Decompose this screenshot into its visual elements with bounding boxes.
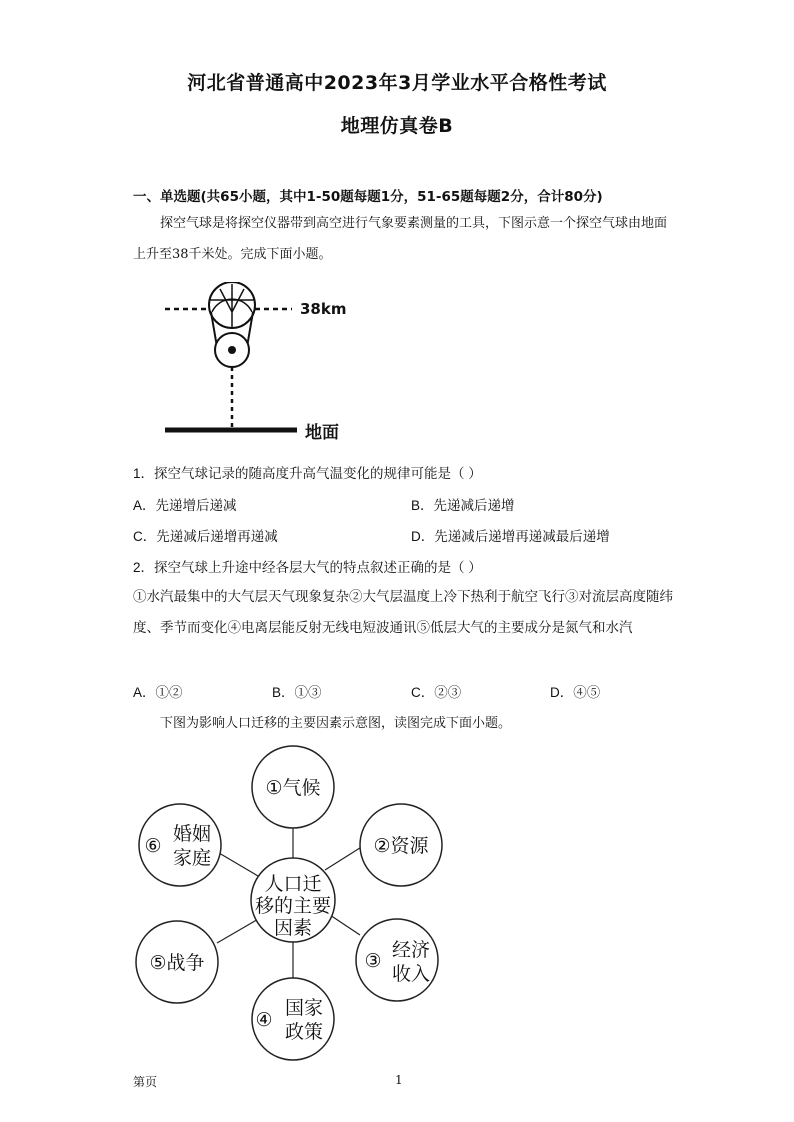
question-2-stem: 2．探空气球上升途中经各层大气的特点叙述正确的是（ ） (133, 560, 482, 575)
factor-4-line-2: 政策 (284, 1021, 324, 1043)
factor-4-number: ④ (255, 1009, 273, 1031)
factor-2-label: ②资源 (373, 835, 429, 857)
q1-option-a[interactable]: A．先递增后递减 (133, 498, 237, 513)
exam-title: 河北省普通高中2023年3月学业水平合格性考试 (187, 72, 607, 94)
footer-page-number: 1 (395, 1073, 403, 1087)
footer-page-label: 第页 (133, 1075, 158, 1089)
section-heading: 一、单选题(共65小题，其中1-50题每题1分，51-65题每题2分，合计80分) (133, 189, 603, 205)
center-line-2: 移的主要 (254, 895, 332, 917)
question-2-statements: ①水汽最集中的大气层天气现象复杂②大气层温度上冷下热利于航空飞行③对流层高度随纬度、季节而变化④电离层能反射无线电短波通讯⑤低层大气的主要成分是氮气和水汽 (133, 589, 673, 635)
q2-option-c[interactable]: C．②③ (411, 685, 462, 700)
exam-subtitle: 地理仿真卷B (340, 115, 454, 137)
ground-label: 地面 (305, 423, 339, 442)
passage-migration: 下图为影响人口迁移的主要因素示意图，读图完成下面小题。 (160, 716, 512, 731)
center-line-3: 因素 (273, 917, 313, 939)
q2-option-a[interactable]: A．①② (133, 685, 183, 700)
q1-option-b[interactable]: B．先递减后递增 (411, 498, 515, 513)
center-line-1: 人口迁 (264, 873, 322, 895)
passage-balloon: 探空气球是将探空仪器带到高空进行气象要素测量的工具，下图示意一个探空气球由地面上升至38千米处。完成下面小题。 (133, 216, 668, 262)
factor-5-label: ⑤战争 (149, 952, 205, 974)
q1-option-c[interactable]: C．先递减后递增再递减 (133, 529, 278, 544)
factor-3-line-2: 收入 (391, 963, 431, 985)
factor-1-label: ①气候 (265, 777, 321, 799)
factor-6-number: ⑥ (144, 835, 162, 857)
factor-4-line-1: 国家 (284, 997, 324, 1019)
factor-6-line-2: 家庭 (172, 847, 212, 869)
balloon-figure (160, 282, 360, 442)
q2-option-b[interactable]: B．①③ (272, 685, 322, 700)
migration-factors-figure (120, 740, 450, 1070)
q1-option-d[interactable]: D．先递减后递增再递减最后递增 (411, 529, 610, 544)
altitude-label: 38km (300, 300, 347, 318)
factor-3-number: ③ (364, 950, 382, 972)
factor-3-line-1: 经济 (391, 939, 431, 961)
q2-option-d[interactable]: D．④⑤ (550, 685, 601, 700)
question-1-stem: 1．探空气球记录的随高度升高气温变化的规律可能是（ ） (133, 466, 482, 481)
factor-6-line-1: 婚姻 (172, 823, 212, 845)
